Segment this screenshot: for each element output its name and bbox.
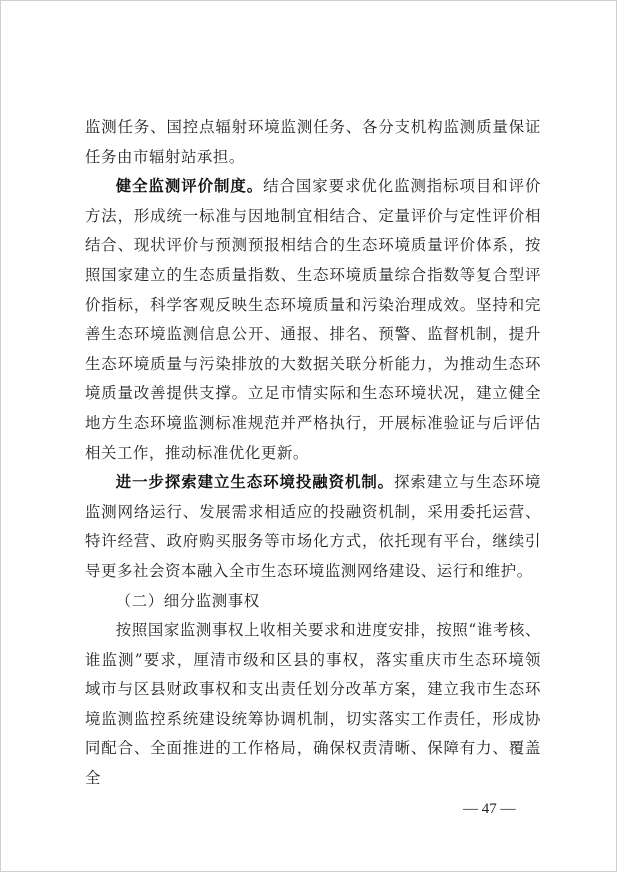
document-body <box>85 113 541 794</box>
paragraph-monitoring-authority: 按照国家监测事权上收相关要求和进度安排，按照“谁考核、谁监测”要求，厘清市级和区县的事权，落实重庆市生态环境领域市与区县财政事权和支出责任划分改革方案，建立我市生态环境监测监控系统建设统筹协调机制，切实落实工作责任，形成协同配合、全面推进的工作格局，确保权责清晰、保障有力、覆盖全 <box>85 621 541 788</box>
paragraph-investment-financing <box>85 468 541 586</box>
paragraph-continuation: 监测任务、国控点辐射环境监测任务、各分支机构监测质量保证任务由市辐射站承担。 <box>85 118 541 166</box>
page-number: — 47 — <box>463 801 516 817</box>
paragraph-lead-bold: 健全监测评价制度。 <box>115 177 264 196</box>
section-heading: （二）细分监测事权 <box>115 591 260 610</box>
paragraph-body-text: 探索建立与生态环境监测网络运行、发展需求相适应的投融资机制，采用委托运营、特许经营、政府购买服务等市场化方式，依托现有平台，继续引导更多社会资本融入全市生态环境监测网络建设、运行和维护。 <box>85 473 541 580</box>
paragraph-monitoring-evaluation <box>85 172 541 468</box>
paragraph-body-text: 结合国家要求优化监测指标项目和评价方法，形成统一标准与因地制宜相结合、定量评价与定性评价相结合、现状评价与预测预报相结合的生态环境质量评价体系，按照国家建立的生态质量指数、生态环境质量综合指数等复合型评价指标，科学客观反映生态环境质量和污染治理成效。坚持和完善生态环境监测信息公开、通报、排名、预警、监督机制，提升生态环境质量与污染排放的大数据关联分析能力，为推动生态环境质量改善提供支撑。立足市情实际和生态环境状况，建立健全地方生态环境监测标准规范并严格执行，开展标准验证与后评估相关工作，推动标准优化更新。 <box>85 177 542 462</box>
paragraph-lead-bold: 进一步探索建立生态环境投融资机制。 <box>115 473 395 492</box>
